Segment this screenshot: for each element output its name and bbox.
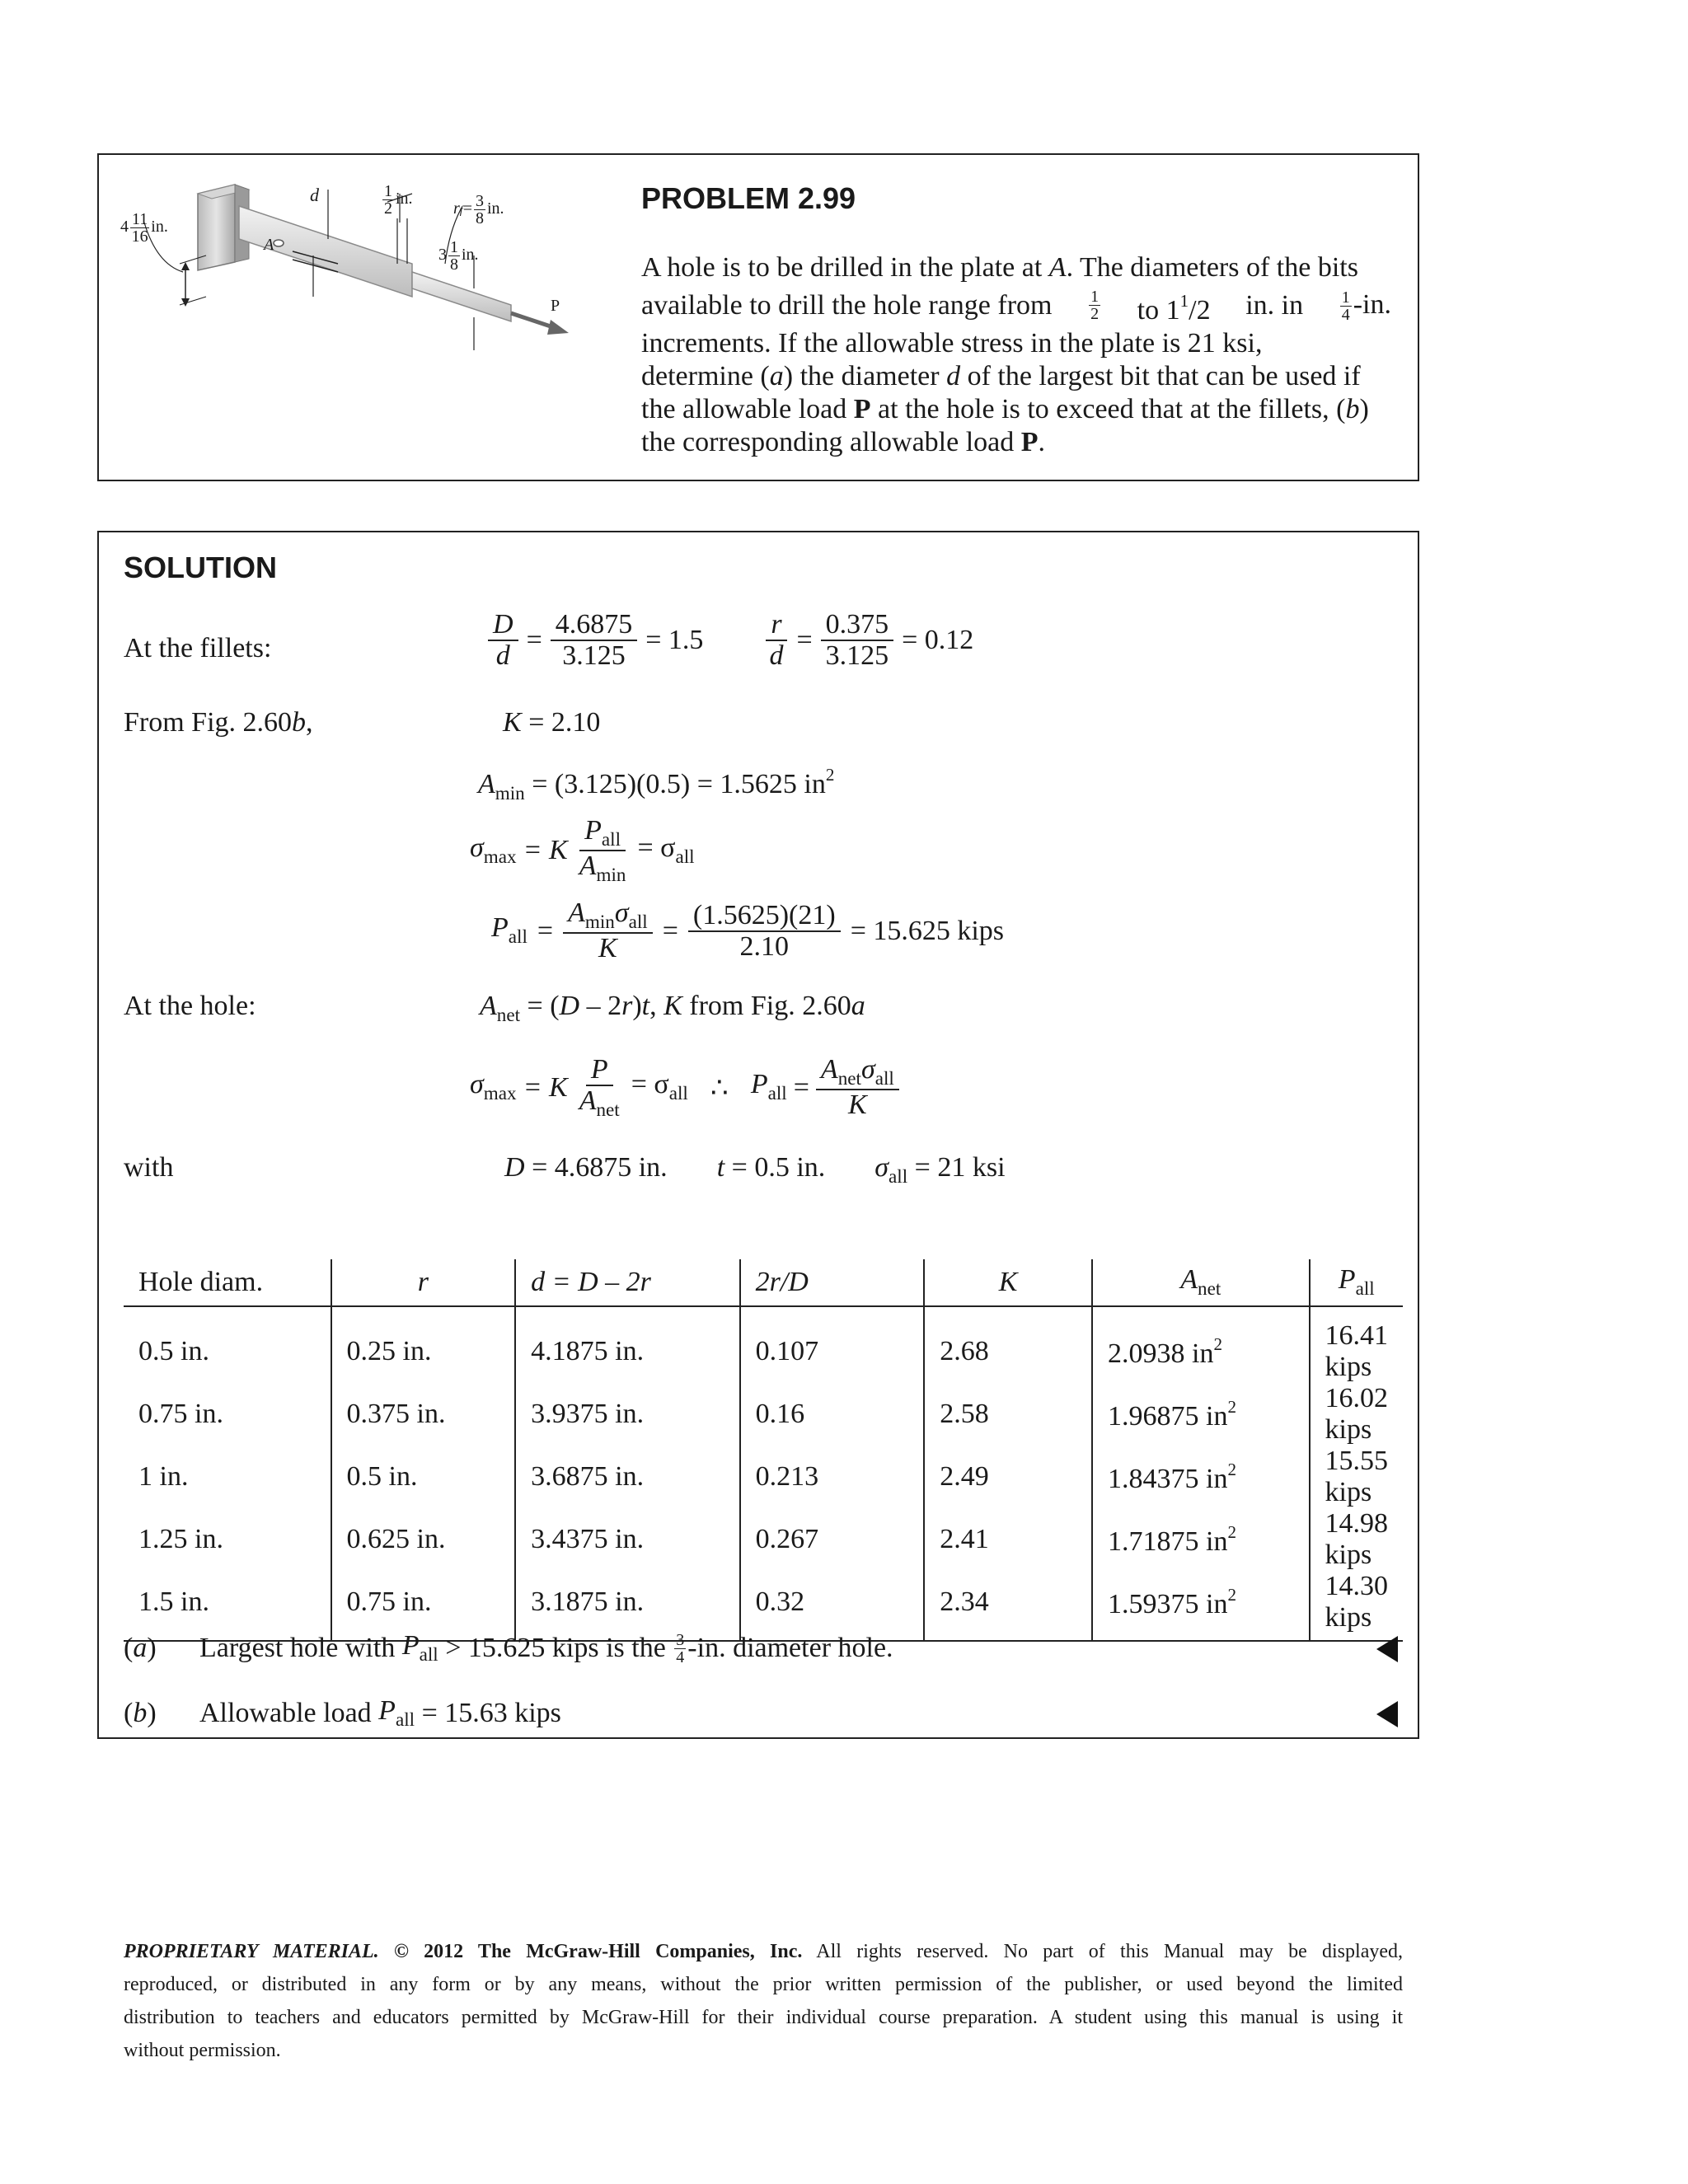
eq-A-net: $A_{net} = (D - 2r)t$, K from Fig. 2.60a xyxy=(480,991,865,1027)
eq-P-all-fillet: $P_{all}$ = $\frac{A_{min}\sigma_{all}}{K}$ = $\frac{(1.5625)(21)}{2.10}$ = 15.625 kips xyxy=(491,898,1005,964)
label-from-fig: From Fig. 2.60b, xyxy=(124,707,313,738)
label-at-fillets: At the fillets: xyxy=(124,633,272,663)
col-2r-over-D: 2r/D xyxy=(740,1259,925,1306)
col-hole-diam: Hole diam. xyxy=(124,1259,331,1306)
eq-K-fillet: K = 2.10 xyxy=(503,707,601,738)
dim-top-label: $\frac{1}{2}$ in. xyxy=(384,182,413,218)
col-P-all: $P_{all}$ xyxy=(1310,1259,1404,1306)
col-d: d = D – 2r xyxy=(515,1259,739,1306)
eq-given-values: D = 4.6875 in. t = 0.5 in. $\sigma_{all} = 21$ ksi xyxy=(504,1152,1006,1188)
dim-rf-label: rf= $\frac{3}{8}$ in. xyxy=(453,192,504,227)
hole-A xyxy=(274,240,284,246)
label-with: with xyxy=(124,1152,174,1183)
table-row: 1.25 in. 0.625 in. 3.4375 in. 0.267 2.41 1.71875 $in^2$ 14.98 kips xyxy=(124,1508,1403,1571)
label-P: P xyxy=(551,297,560,315)
col-A-net: $A_{net}$ xyxy=(1092,1259,1309,1306)
table-header-row xyxy=(124,1259,1403,1306)
table-row: 1.5 in. 0.75 in. 3.1875 in. 0.32 2.34 1.59375 $in^2$ 14.30 kips xyxy=(124,1571,1403,1641)
beam-figure xyxy=(115,173,577,363)
answer-a-marker-icon xyxy=(1376,1636,1398,1662)
problem-statement: A hole is to be drilled in the plate at A. The diameters of the bits available to drill the hole range from 1 2 to $1^1/2$ in. in $\frac{1}{4}$ -in. increments. If the allowable stress in the plate is 21 ksi, determine (a) the diameter d of the largest bit that can be used if the allowable load P at the hole is to exceed that at the fillets, (b) the corresponding allowable load P. xyxy=(641,252,1391,457)
eq-A-min: $A_{min} = (3.125)(0.5) = 1.5625$ $in^2$ xyxy=(478,765,835,804)
results-table xyxy=(124,1259,1403,1642)
answer-b: (b) Allowable load $P_{all}$ = 15.63 kips xyxy=(124,1695,561,1732)
eq-sigma-max-fillet: $\sigma_{max}$ = K $\frac{P_{all}}{A_{min}}$ = $\sigma_{all}$ xyxy=(470,815,695,887)
beam-diagram xyxy=(115,173,577,363)
dim-height-label: 4 $\frac{11}{16}$ in. xyxy=(120,210,168,246)
col-r: r xyxy=(331,1259,516,1306)
answer-b-marker-icon xyxy=(1376,1701,1398,1727)
label-A: A xyxy=(264,236,274,254)
dim-width-label: 3 $\frac{1}{8}$ in. xyxy=(438,238,479,274)
eq-fillet-ratios: $\frac{D}{d}$ = $\frac{4.6875}{3.125}$ = 1.5 $\frac{r}{d}$ = $\frac{0.375}{3.125}$ = 0.12 xyxy=(488,610,973,670)
plate-narrow xyxy=(412,272,511,321)
solution-heading: SOLUTION xyxy=(124,551,277,584)
table-row: 1 in. 0.5 in. 3.6875 in. 0.213 2.49 1.84375 $in^2$ 15.55 kips xyxy=(124,1446,1403,1508)
eq-sigma-max-hole: $\sigma_{max}$ = K $\frac{P}{A_{net}}$ = $\sigma_{all}$ ∴ $P_{all}$ = $\frac{A_{net}\sigma_{all}}{K}$ xyxy=(470,1055,899,1120)
copyright-footer: PROPRIETARY MATERIAL. © 2012 The McGraw-Hill Companies, Inc. All rights reserved. No part of this Manual may be displayed, reproduced, or distributed in any form or by any means, without the prior written permission of the publisher, or used beyond the limited distribution to teachers and educators permitted by McGraw-Hill for their individual course preparation. A student using this manual is using it without permission. xyxy=(124,1941,1403,2061)
table-row: 0.5 in. 0.25 in. 4.1875 in. 0.107 2.68 2.0938 $in^2$ 16.41 kips xyxy=(124,1306,1403,1383)
label-d: d xyxy=(310,185,319,205)
answer-a: (a) Largest hole with $P_{all}$ > 15.625 kips is the 3 4 -in. diameter hole. xyxy=(124,1630,893,1666)
col-K: K xyxy=(924,1259,1092,1306)
problem-title: PROBLEM 2.99 xyxy=(641,181,856,215)
table-row: 0.75 in. 0.375 in. 3.9375 in. 0.16 2.58 1.96875 $in^2$ 16.02 kips xyxy=(124,1383,1403,1446)
label-at-hole: At the hole: xyxy=(124,991,256,1021)
